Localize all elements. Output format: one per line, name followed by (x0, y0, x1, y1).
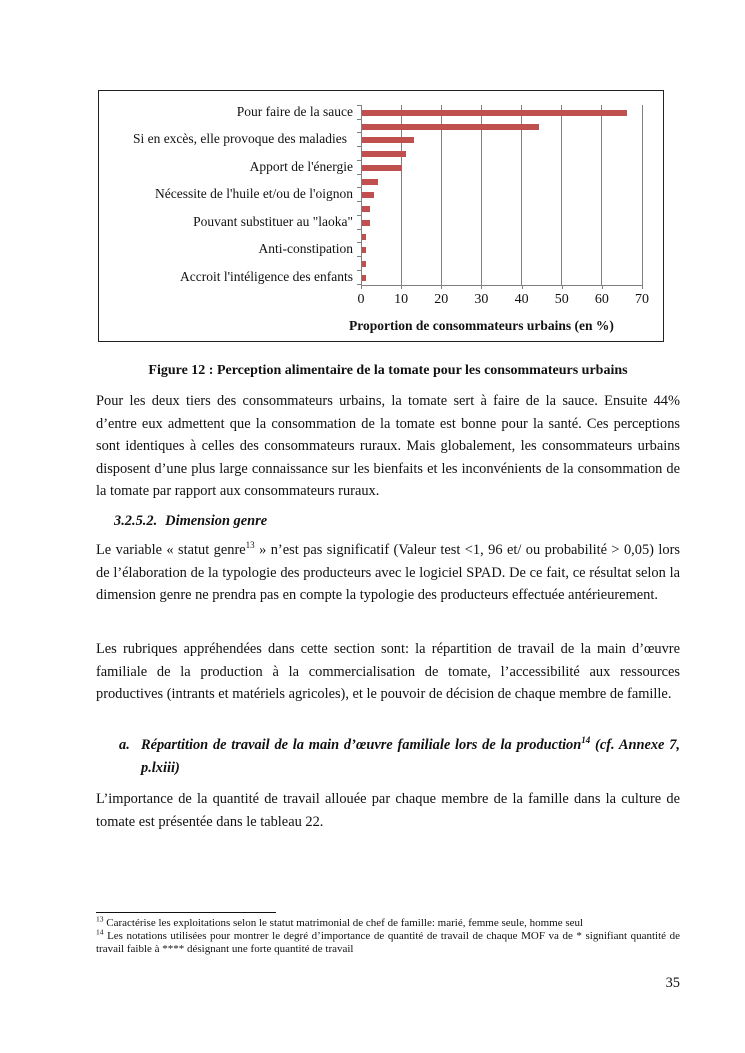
footnote-number: 14 (96, 927, 104, 937)
x-tick-label: 60 (594, 292, 609, 307)
footnote-ref-14[interactable]: 14 (581, 735, 591, 746)
y-tick (357, 160, 361, 161)
bar (362, 165, 402, 171)
bar (362, 192, 374, 198)
gridline (401, 105, 402, 285)
bar (362, 179, 378, 185)
bar (362, 110, 627, 116)
bar (362, 137, 414, 143)
x-tick-label: 40 (514, 292, 529, 307)
y-tick (357, 132, 361, 133)
x-tick (401, 285, 402, 289)
section-title: Dimension genre (165, 513, 268, 529)
gridline (481, 105, 482, 285)
paragraph-1: Pour les deux tiers des consommateurs urbains, la tomate sert à faire de la sauce. Ensuite 44% d’entre eux admettent que la consommation de la tomate est bonne pour la santé. Ces perceptions sont identiques à celles des consommateurs ruraux. Mais globalement, les consommateurs urbains disposent d’une plus large connaissance sur les bienfaits et les inconvénients de la consommation de la tomate par rapport aux consommateurs ruraux. (96, 393, 680, 499)
gridline (521, 105, 522, 285)
footnote-text: Les notations utilisées pour montrer le degré d’importance de quantité de travail de chaque MOF va de * signifiant quantité de travail faible à **** désignant une forte quantité de travail (96, 930, 680, 955)
x-tick-label: 30 (474, 292, 489, 307)
category-labels (99, 91, 353, 291)
section-heading (114, 513, 267, 530)
category-label: Anti-constipation (258, 241, 353, 256)
gridline (601, 105, 602, 285)
x-axis-title: Proportion de consommateurs urbains (en %) (349, 318, 614, 333)
figure-caption: Figure 12 : Perception alimentaire de la tomate pour les consommateurs urbains (148, 363, 628, 378)
category-label: Si en excès, elle provoque des maladies (132, 131, 347, 146)
paragraph-4: L’importance de la quantité de travail allouée par chaque membre de la famille dans la culture de tomate est présentée dans le tableau 22. (96, 791, 680, 830)
x-tick (602, 285, 603, 289)
y-tick (357, 174, 361, 175)
y-tick (357, 229, 361, 230)
subheading-letter: a. (119, 737, 130, 753)
y-tick (357, 187, 361, 188)
category-label: Accroit l'intéligence des enfants (180, 269, 353, 284)
figure-chart (98, 90, 664, 342)
bar (362, 234, 366, 240)
x-tick (562, 285, 563, 289)
bar (362, 247, 366, 253)
subheading-text-a: Répartition de travail de la main d’œuvre familiale lors de la production (141, 737, 582, 753)
bar (362, 275, 366, 281)
paragraph-2-text-a: Le variable « statut genre (96, 542, 246, 558)
gridline (642, 105, 643, 285)
y-tick (357, 242, 361, 243)
paragraph-2 (96, 539, 680, 607)
gridline (561, 105, 562, 285)
gridline (441, 105, 442, 285)
y-tick (357, 256, 361, 257)
category-label: Apport de l'énergie (249, 159, 353, 174)
x-tick-label: 0 (357, 292, 365, 307)
x-tick-label: 20 (434, 292, 449, 307)
footnotes (96, 914, 680, 956)
footnote-14 (96, 927, 680, 956)
x-tick (361, 285, 362, 289)
y-tick (357, 215, 361, 216)
bar (362, 206, 370, 212)
y-tick (357, 146, 361, 147)
footnote-number: 13 (96, 914, 104, 924)
footnote-13 (96, 914, 680, 930)
bar (362, 220, 370, 226)
y-tick (357, 105, 361, 106)
footnote-ref-13[interactable]: 13 (245, 540, 255, 551)
bar (362, 261, 366, 267)
subheading (119, 734, 680, 780)
x-axis (361, 285, 643, 286)
paragraph-3: Les rubriques appréhendées dans cette section sont: la répartition de travail de la main d’œuvre familiale de la production à la commercialisation de tomate, l’accessibilité aux ressources productives (intrants et matériels agricoles), et le pouvoir de décision de chaque membre de famille. (96, 641, 680, 702)
y-tick (357, 201, 361, 202)
subheading-text-b: (cf. Annexe 7, p.lxiii) (141, 737, 680, 776)
bar (362, 124, 539, 130)
x-tick-label: 70 (635, 292, 649, 307)
x-tick (522, 285, 523, 289)
x-tick (642, 285, 643, 289)
category-label: Pour faire de la sauce (236, 104, 353, 119)
category-label: Pouvant substituer au "laoka" (193, 214, 353, 229)
y-tick (357, 119, 361, 120)
page-number: 35 (665, 975, 680, 991)
x-tick-label: 10 (394, 292, 409, 307)
paragraph-2-text-b: » n’est pas significatif (Valeur test <1, 96 et/ ou probabilité > 0,05) lors de l’élaboration de la typologie des producteurs avec le logiciel SPAD. De ce fait, ce résultat selon la dimension genre ne prendra pas en compte la typologie des producteurs effectuée antérieurement. (96, 542, 680, 603)
footnote-separator (96, 912, 276, 913)
plot-area (357, 105, 649, 307)
section-number: 3.2.5.2. (114, 513, 158, 529)
x-tick-label: 50 (554, 292, 569, 307)
bar (362, 151, 406, 157)
x-tick (441, 285, 442, 289)
footnote-text: Caractérise les exploitations selon le statut matrimonial de chef de famille: marié, femme seule, homme seul (103, 917, 584, 929)
y-tick (357, 270, 361, 271)
category-label: Nécessite de l'huile et/ou de l'oignon (155, 186, 353, 201)
x-tick (481, 285, 482, 289)
